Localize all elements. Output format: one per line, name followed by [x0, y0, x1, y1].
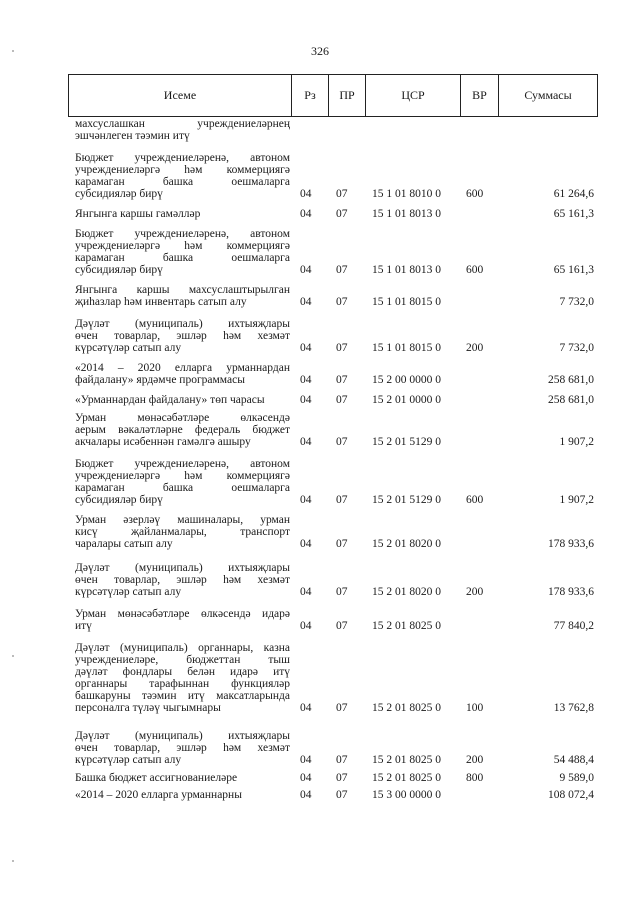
row-vr: 100: [466, 702, 484, 714]
row-csr: 15 2 01 8025 0: [372, 772, 441, 784]
row-name-line: өчен товарлар, эшләр һәм хезмәт: [75, 574, 290, 586]
row-sum: 178 933,6: [548, 538, 594, 550]
row-sum: 258 681,0: [548, 394, 594, 406]
row-name-line: Башка бюджет ассигнованиеләре: [75, 772, 238, 784]
row-csr: 15 1 01 8013 0: [372, 208, 441, 220]
row-name-line: учреждениеләргә һәм коммерциягә: [75, 470, 290, 482]
row-name-line: аерым вәкаләтләрне федераль бюджет: [75, 424, 290, 436]
row-sum: 65 161,3: [553, 208, 594, 220]
row-sum: 258 681,0: [548, 374, 594, 386]
row-pr: 07: [336, 772, 348, 784]
row-name-line: Янгынга каршы махсуслаштырылган: [75, 284, 290, 296]
row-pr: 07: [336, 494, 348, 506]
row-rz: 04: [300, 188, 312, 200]
row-vr: 200: [466, 342, 484, 354]
row-name: [75, 284, 290, 308]
table-header: [68, 74, 598, 117]
row-vr: 600: [466, 494, 484, 506]
row-name-line: субсидияләр бирү: [75, 188, 163, 200]
row-pr: 07: [336, 342, 348, 354]
page-number: 326: [311, 44, 329, 58]
row-name-line: Бюджет учреждениеләренә, автоном: [75, 228, 290, 240]
row-rz: 04: [300, 208, 312, 220]
row-name: [75, 789, 290, 801]
row-csr: 15 2 01 8025 0: [372, 620, 441, 632]
row-name-line: башкаруны тәэмин итү максатларында: [75, 690, 290, 702]
row-name-line: «2014 – 2020 елларга урманнарны: [75, 789, 242, 801]
row-name-line: акчалары исәбеннән гамәлгә ашыру: [75, 436, 251, 448]
row-name: [75, 412, 290, 448]
row-csr: 15 2 01 8025 0: [372, 754, 441, 766]
row-name: [75, 730, 290, 766]
row-csr: 15 2 00 0000 0: [372, 374, 441, 386]
row-name-line: өчен товарлар, эшләр һәм хезмәт: [75, 330, 290, 342]
row-sum: 108 072,4: [548, 789, 594, 801]
row-name-line: Урман мөнәсәбәтләре өлкәсендә: [75, 412, 290, 424]
row-name: [75, 458, 290, 506]
row-sum: 13 762,8: [553, 702, 594, 714]
row-name-line: «2014 – 2020 елларга урманнардан: [75, 362, 290, 374]
row-rz: 04: [300, 620, 312, 632]
row-rz: 04: [300, 264, 312, 276]
row-csr: 15 2 01 8020 0: [372, 538, 441, 550]
row-sum: 7 732,0: [559, 342, 594, 354]
header-sum: Суммасы: [498, 75, 598, 116]
row-name-line: күрсәтүләр сатып алу: [75, 342, 182, 354]
row-name-line: Дәүләт (муниципаль) ихтыяҗлары: [75, 730, 290, 742]
row-name-line: итү: [75, 620, 92, 632]
row-rz: 04: [300, 789, 312, 801]
row-name-line: дәүләт фондлары белән идарә итү: [75, 666, 290, 678]
row-name: [75, 642, 290, 714]
row-rz: 04: [300, 374, 312, 386]
row-pr: 07: [336, 208, 348, 220]
row-name-line: җиһазлар һәм инвентарь сатып алу: [75, 296, 247, 308]
header-vr: ВР: [460, 75, 498, 116]
row-name-line: «Урманнардан файдалану» төп чарасы: [75, 394, 265, 406]
row-pr: 07: [336, 538, 348, 550]
row-sum: 1 907,2: [559, 436, 594, 448]
row-name-line: субсидияләр бирү: [75, 494, 163, 506]
row-name-line: эшчәнлеген тәэмин итү: [75, 130, 190, 142]
row-sum: 61 264,6: [553, 188, 594, 200]
row-name-line: өчен товарлар, эшләр һәм хезмәт: [75, 742, 290, 754]
row-csr: 15 2 01 0000 0: [372, 394, 441, 406]
row-csr: 15 3 00 0000 0: [372, 789, 441, 801]
row-pr: 07: [336, 620, 348, 632]
row-rz: 04: [300, 586, 312, 598]
row-csr: 15 1 01 8015 0: [372, 342, 441, 354]
scan-mark: [12, 50, 14, 52]
row-vr: 800: [466, 772, 484, 784]
row-name: [75, 772, 290, 784]
row-rz: 04: [300, 436, 312, 448]
row-vr: 200: [466, 586, 484, 598]
row-name-line: карамаган башка оешмаларга: [75, 252, 290, 264]
row-name: [75, 562, 290, 598]
row-sum: 77 840,2: [553, 620, 594, 632]
row-rz: 04: [300, 296, 312, 308]
row-name-line: файдалану» ярдәмче программасы: [75, 374, 245, 386]
row-name-line: күрсәтүләр сатып алу: [75, 754, 182, 766]
row-pr: 07: [336, 188, 348, 200]
row-pr: 07: [336, 754, 348, 766]
row-pr: 07: [336, 586, 348, 598]
row-name-line: күрсәтүләр сатып алу: [75, 586, 182, 598]
row-rz: 04: [300, 342, 312, 354]
row-pr: 07: [336, 702, 348, 714]
row-name-line: Бюджет учреждениеләренә, автоном: [75, 458, 290, 470]
scan-mark: [12, 655, 14, 657]
row-name-line: Дәүләт (муниципаль) органнары, казна: [75, 642, 290, 654]
row-name-line: органнары тарафыннан функцияләр: [75, 678, 290, 690]
row-name-line: Дәүләт (муниципаль) ихтыяҗлары: [75, 562, 290, 574]
row-rz: 04: [300, 702, 312, 714]
row-name: [75, 514, 290, 550]
row-name: [75, 118, 290, 142]
row-rz: 04: [300, 394, 312, 406]
row-name-line: учреждениеләргә һәм коммерциягә: [75, 240, 290, 252]
row-name-line: кисү җайланмалары, транспорт: [75, 526, 290, 538]
row-csr: 15 1 01 8010 0: [372, 188, 441, 200]
header-csr: ЦСР: [365, 75, 460, 116]
row-rz: 04: [300, 772, 312, 784]
row-name: [75, 362, 290, 386]
row-csr: 15 2 01 8020 0: [372, 586, 441, 598]
row-csr: 15 2 01 5129 0: [372, 494, 441, 506]
row-sum: 7 732,0: [559, 296, 594, 308]
row-sum: 178 933,6: [548, 586, 594, 598]
row-name-line: карамаган башка оешмаларга: [75, 482, 290, 494]
header-rz: Рз: [291, 75, 328, 116]
row-name-line: Дәүләт (муниципаль) ихтыяҗлары: [75, 318, 290, 330]
row-csr: 15 1 01 8013 0: [372, 264, 441, 276]
row-rz: 04: [300, 494, 312, 506]
row-sum: 54 488,4: [553, 754, 594, 766]
row-name-line: Урман әзерләү машиналары, урман: [75, 514, 290, 526]
row-name-line: карамаган башка оешмаларга: [75, 176, 290, 188]
row-pr: 07: [336, 374, 348, 386]
row-csr: 15 1 01 8015 0: [372, 296, 441, 308]
row-sum: 1 907,2: [559, 494, 594, 506]
header-name: Исеме: [68, 75, 291, 116]
row-name-line: учреждениеләргә һәм коммерциягә: [75, 164, 290, 176]
row-vr: 200: [466, 754, 484, 766]
row-name-line: Урман мөнәсәбәтләре өлкәсендә идарә: [75, 608, 290, 620]
row-name: [75, 394, 290, 406]
row-vr: 600: [466, 264, 484, 276]
row-name-line: персоналга түләү чыгымнары: [75, 702, 221, 714]
row-name-line: Янгынга каршы гамәлләр: [75, 208, 201, 220]
row-csr: 15 2 01 5129 0: [372, 436, 441, 448]
row-sum: 9 589,0: [559, 772, 594, 784]
row-name-line: чаралары сатып алу: [75, 538, 173, 550]
row-name: [75, 228, 290, 276]
scan-mark: [12, 860, 14, 862]
row-csr: 15 2 01 8025 0: [372, 702, 441, 714]
row-name: [75, 318, 290, 354]
row-name: [75, 208, 290, 220]
row-vr: 600: [466, 188, 484, 200]
row-pr: 07: [336, 436, 348, 448]
row-name: [75, 152, 290, 200]
row-name-line: Бюджет учреждениеләренә, автоном: [75, 152, 290, 164]
row-name: [75, 608, 290, 632]
row-pr: 07: [336, 789, 348, 801]
row-pr: 07: [336, 296, 348, 308]
row-rz: 04: [300, 754, 312, 766]
row-name-line: учреждениеләре, бюджеттан тыш: [75, 654, 290, 666]
header-pr: ПР: [328, 75, 365, 116]
row-name-line: махсуслашкан учреждениеләрнең: [75, 118, 290, 130]
row-rz: 04: [300, 538, 312, 550]
row-sum: 65 161,3: [553, 264, 594, 276]
row-pr: 07: [336, 264, 348, 276]
row-pr: 07: [336, 394, 348, 406]
row-name-line: субсидияләр бирү: [75, 264, 163, 276]
